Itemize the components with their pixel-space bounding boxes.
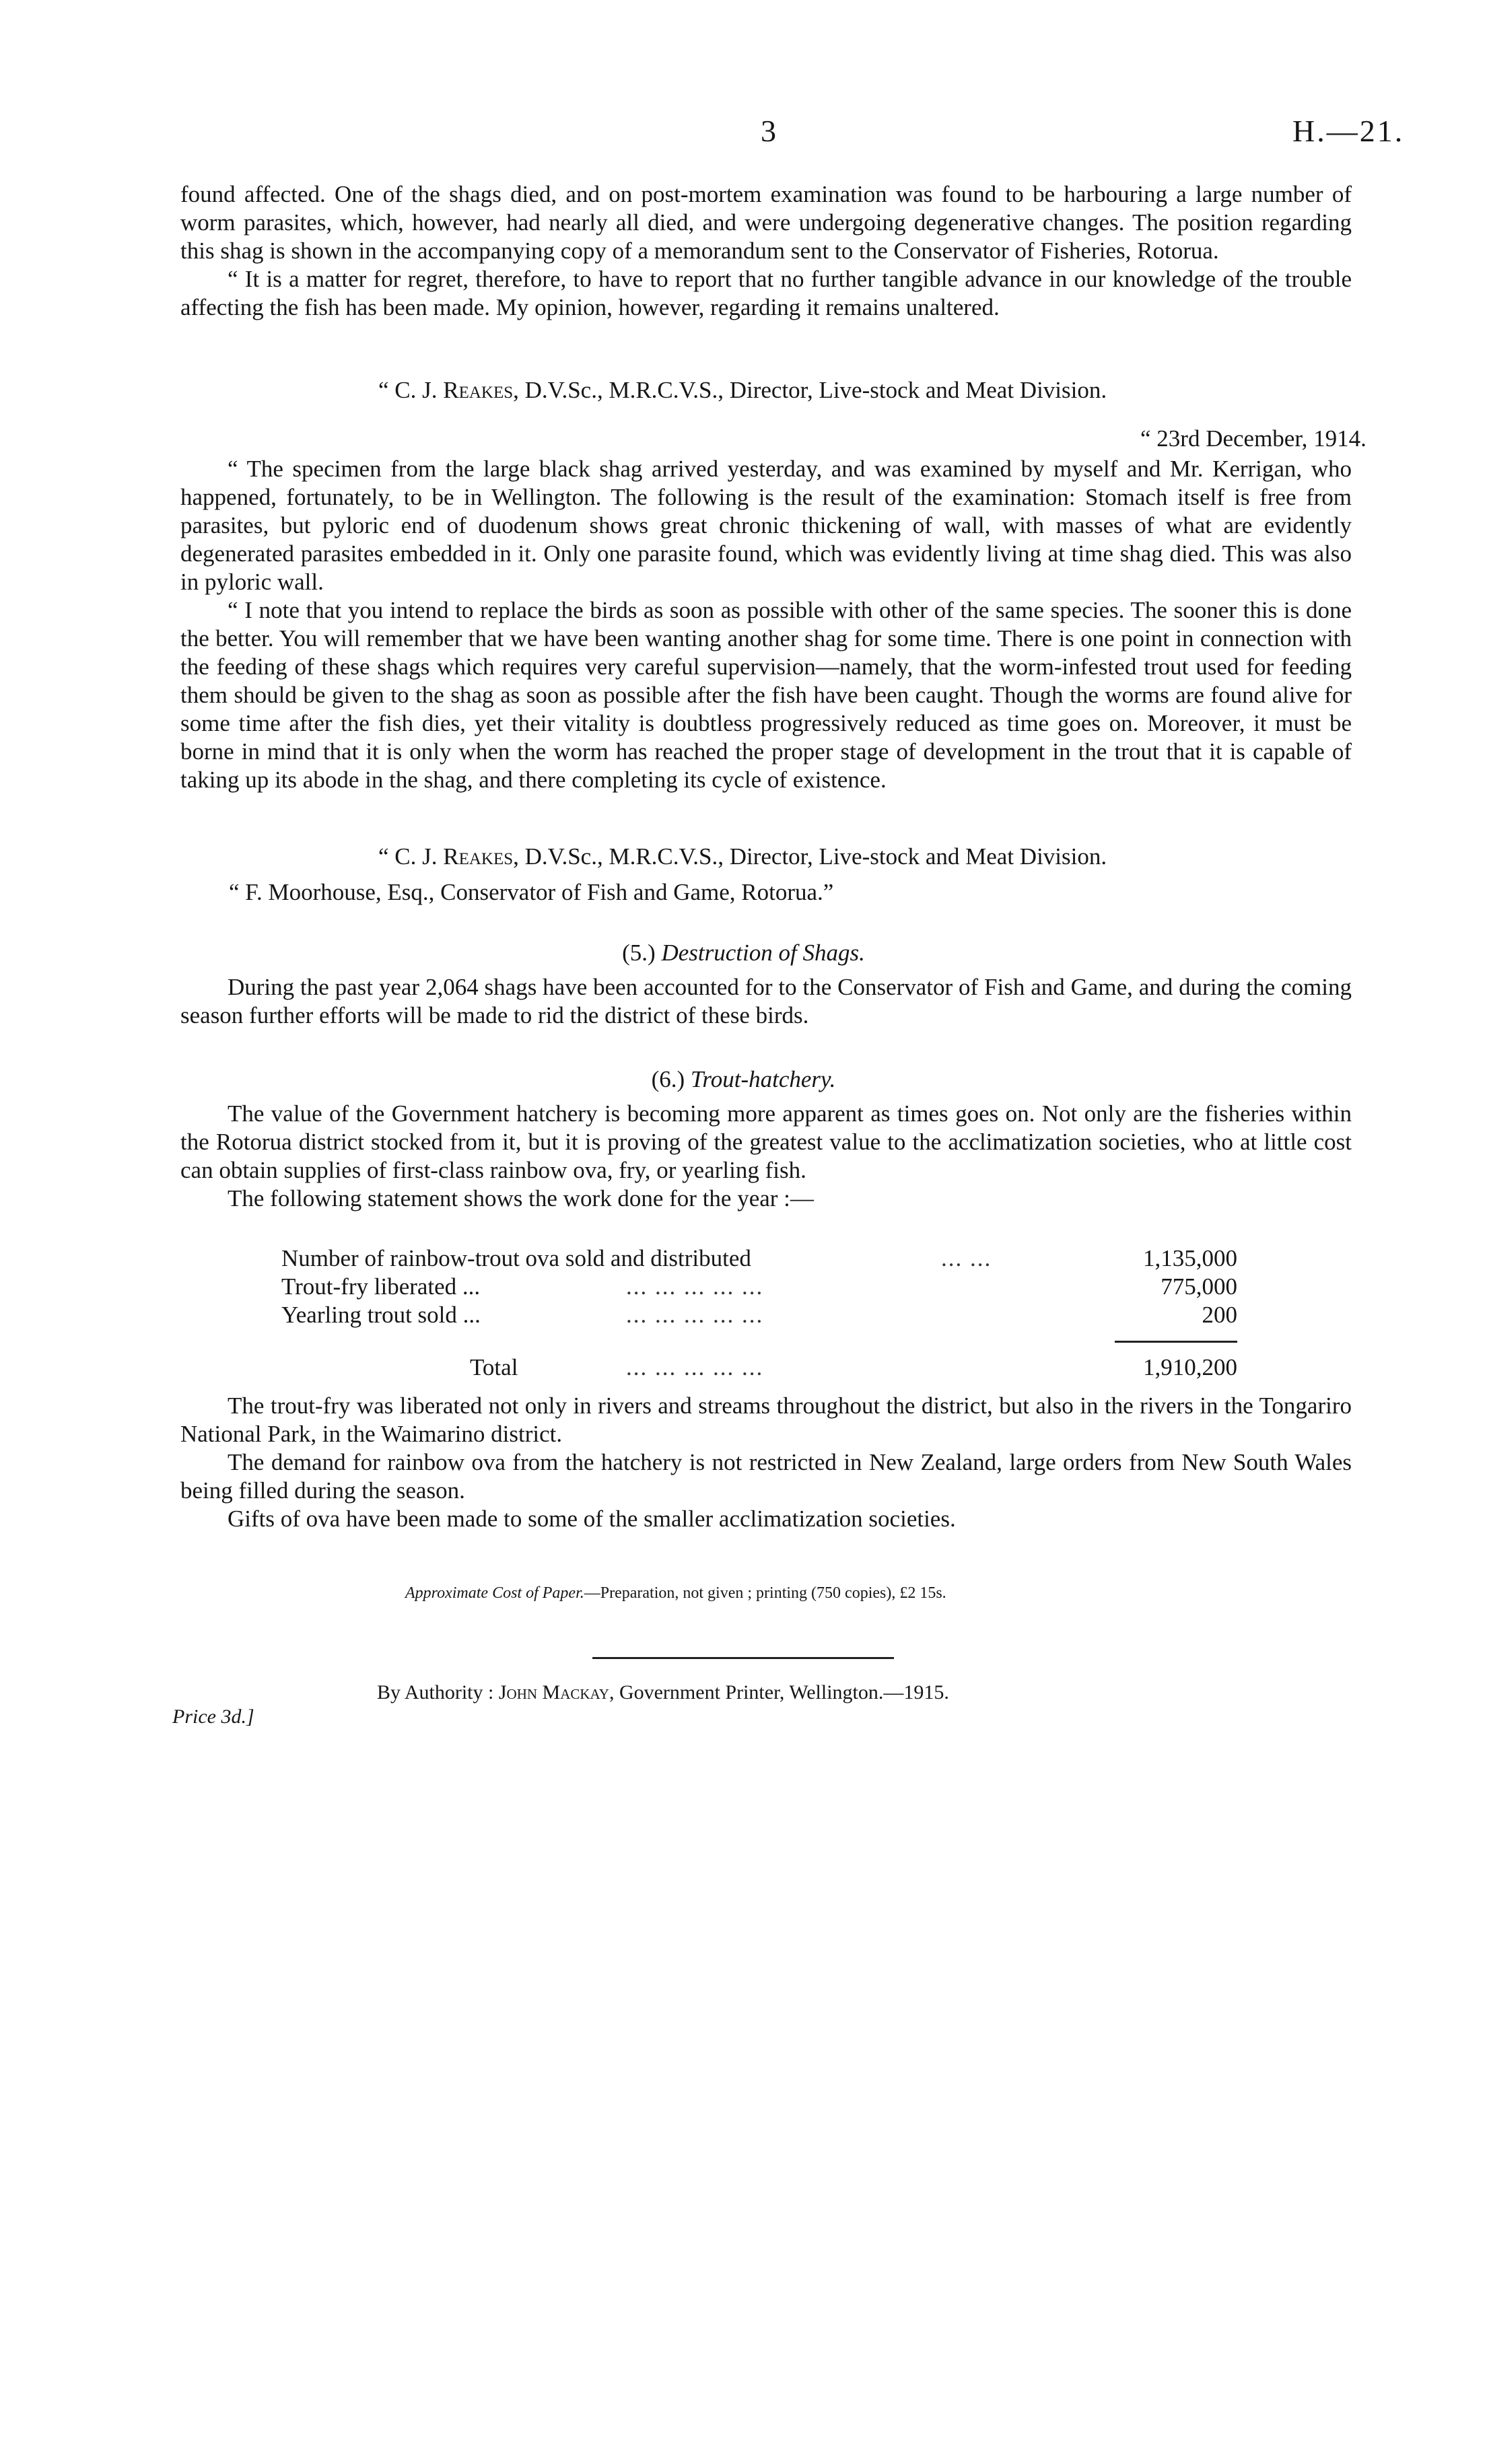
section-6-intro: The following statement shows the work done for the year :— xyxy=(228,1185,814,1211)
document-reference: H.—21. xyxy=(1292,114,1405,148)
letter2-date: “ 23rd December, 1914. xyxy=(1140,425,1367,452)
letter2-body xyxy=(180,455,1352,794)
page-number: 3 xyxy=(761,114,776,148)
footer-rule xyxy=(592,1657,894,1659)
letter1-signature: “ C. J. Reakes, D.V.Sc., M.R.C.V.S., Director, Live-stock and Meat Division. xyxy=(378,377,1107,403)
section-5-heading: (5.) Destruction of Shags. xyxy=(622,940,865,966)
printer-authority: By Authority : John Mackay, Government Printer, Wellington.—1915. xyxy=(377,1681,949,1703)
total-rule xyxy=(1115,1341,1237,1343)
table-row-label: Yearling trout sold ... xyxy=(281,1302,481,1328)
table-row-label: Number of rainbow-trout ova sold and distributed xyxy=(281,1245,751,1271)
leader-dots: ... ... ... ... ... xyxy=(626,1354,764,1380)
section-6-body xyxy=(180,1100,1352,1213)
cost-of-paper-note: Approximate Cost of Paper.—Preparation, not given ; printing (750 copies), £2 15s. xyxy=(405,1584,946,1602)
total-label: Total xyxy=(470,1354,518,1380)
table-row xyxy=(281,1245,1237,1273)
section-6-paragraph-4: Gifts of ova have been made to some of the smaller acclimatization societies. xyxy=(228,1506,956,1532)
section-5-paragraph: During the past year 2,064 shags have been accounted for to the Conservator of Fish and Game, and during the coming season further efforts will be made to rid the district of these birds. xyxy=(180,974,1352,1028)
letter2-addressee: “ F. Moorhouse, Esq., Conservator of Fish and Game, Rotorua.” xyxy=(229,879,834,905)
table-total-row xyxy=(281,1354,1237,1382)
signatory-name: Reakes xyxy=(443,377,514,403)
section-6-paragraph-2: The trout-fry was liberated not only in rivers and streams throughout the district, but also in the rivers in the Tongariro National Park, in the Waimarino district. xyxy=(180,1393,1352,1447)
table-row-value: 200 xyxy=(1202,1302,1237,1328)
signatory-name: Reakes xyxy=(443,843,514,870)
letter2-paragraph-1: “ The specimen from the large black shag arrived yesterday, and was examined by myself and Mr. Kerrigan, who happened, fortunately, to be in Wellington. The following is the result of the examination: Stomach itself is free from parasites, but pyloric end of duodenum shows great chronic thickening of wall, with masses of what are evidently degenerated parasites embedded in it. Only one parasite found, which was evidently living at time shag died. This was also in pyloric wall. xyxy=(180,456,1352,595)
price-note: Price 3d.] xyxy=(172,1705,254,1728)
letter1-body xyxy=(180,180,1352,322)
leader-dots: ... ... ... ... ... xyxy=(626,1273,764,1300)
section-6-paragraph-1: The value of the Government hatchery is becoming more apparent as times goes on. Not only are the fisheries within the Rotorua district stocked from it, but it is proving of the greatest value to the acclimatization societies, who at little cost can obtain supplies of first-class rainbow ova, fry, or yearling fish. xyxy=(180,1100,1352,1183)
table-row-label: Trout-fry liberated ... xyxy=(281,1273,481,1300)
table-row xyxy=(281,1273,1237,1302)
section-6-heading: (6.) Trout-hatchery. xyxy=(651,1066,836,1092)
section-6-paragraph-3: The demand for rainbow ova from the hatchery is not restricted in New Zealand, large orders from New South Wales being filled during the season. xyxy=(180,1449,1352,1504)
letter1-paragraph-2: “ It is a matter for regret, therefore, to have to report that no further tangible advance in our knowledge of the trouble affecting the fish has been made. My opinion, however, regarding it remains unaltered. xyxy=(180,266,1352,320)
leader-dots: ... ... ... ... ... xyxy=(626,1302,764,1328)
table-row xyxy=(281,1302,1237,1330)
letter2-paragraph-2: “ I note that you intend to replace the birds as soon as possible with other of the same species. The sooner this is done the better. You will remember that we have been wanting another shag for some time. There is one point in connection with the feeding of these shags which requires very careful supervision—namely, that the worm-infested trout used for feeding them should be given to the shag as soon as possible after the fish have been caught. Though the worms are found alive for some time after the fish dies, yet their vitality is doubtless progressively reduced as time goes on. Moreover, it must be borne in mind that it is only when the worm has reached the proper stage of development in the trout that it is capable of taking up its abode in the shag, and there completing its cycle of existence. xyxy=(180,597,1352,793)
letter1-paragraph-1: found affected. One of the shags died, and on post-mortem examination was found to be harbouring a large number of worm parasites, which, however, had nearly all died, and were undergoing degenerative changes. The position regarding this shag is shown in the accompanying copy of a memorandum sent to the Conservator of Fisheries, Rotorua. xyxy=(180,181,1352,264)
table-row-value: 775,000 xyxy=(1161,1273,1237,1300)
leader-dots: ... ... xyxy=(941,1245,992,1271)
table-row-value: 1,135,000 xyxy=(1143,1245,1237,1271)
section-6-closing xyxy=(180,1392,1352,1533)
letter2-signature: “ C. J. Reakes, D.V.Sc., M.R.C.V.S., Director, Live-stock and Meat Division. xyxy=(378,843,1107,870)
section-5-body xyxy=(180,973,1352,1030)
total-value: 1,910,200 xyxy=(1143,1354,1237,1380)
printer-name: John Mackay xyxy=(498,1681,609,1703)
